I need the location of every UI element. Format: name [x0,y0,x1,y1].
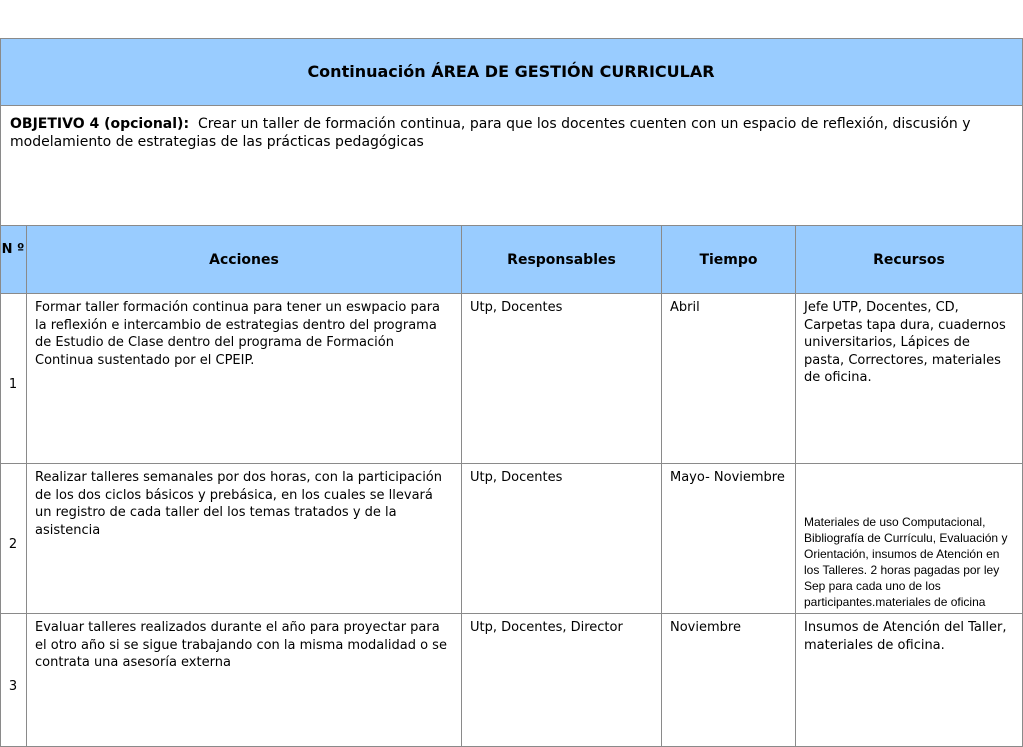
header-responsables [462,226,662,294]
header-no [0,226,27,294]
responsables-text: Utp, Docentes [470,300,563,315]
tiempo-text: Abril [670,300,700,315]
row-3-no [0,614,27,747]
row-number: 3 [8,678,18,694]
document-page [0,38,1023,747]
row-1-accion [27,294,462,464]
tiempo-text: Noviembre [670,620,741,635]
row-1-tiempo [662,294,796,464]
table-title [0,38,1023,106]
recursos-text: Insumos de Atención del Taller, materiales de oficina. [804,620,1007,653]
row-2-responsables [462,464,662,614]
row-2-recursos [796,464,1023,614]
header-no-label: N º [1,242,25,257]
tiempo-text: Mayo- Noviembre [670,470,785,485]
header-tiempo [662,226,796,294]
row-number: 1 [8,377,18,392]
header-responsables-label: Responsables [507,251,616,268]
header-tiempo-label: Tiempo [699,251,758,268]
row-2-no [0,464,27,614]
row-3-recursos [796,614,1023,747]
accion-text: Evaluar talleres realizados durante el año para proyectar para el otro año si se sigue trabajando con la misma modalidad o se contrata una asesoría externa [35,620,447,670]
objective-text: Crear un taller de formación continua, para que los docentes cuenten con un espacio de reflexión, discusión y modelamiento de estrategias de las prácticas pedagógicas [10,116,971,150]
recursos-text: Jefe UTP, Docentes, CD, Carpetas tapa dura, cuadernos universitarios, Lápices de pasta, Correctores, materiales de oficina. [804,300,1006,385]
row-1-responsables [462,294,662,464]
row-number: 2 [8,537,18,552]
header-recursos [796,226,1023,294]
objective-cell [0,106,1023,226]
row-1-no [0,294,27,464]
responsables-text: Utp, Docentes, Director [470,620,623,635]
responsables-text: Utp, Docentes [470,470,563,485]
row-3-responsables [462,614,662,747]
row-3-accion [27,614,462,747]
recursos-text: Materiales de uso Computacional, Bibliografía de Currículu, Evaluación y Orientación, insumos de Atención en los Talleres. 2 horas pagadas por ley Sep para cada uno de los participantes.materiales de oficina [804,515,1008,609]
row-2-tiempo [662,464,796,614]
row-3-tiempo [662,614,796,747]
header-recursos-label: Recursos [873,251,945,268]
header-acciones-label: Acciones [209,251,279,268]
row-2-accion [27,464,462,614]
accion-text: Realizar talleres semanales por dos horas, con la participación de los dos ciclos básicos y prebásica, en los cuales se llevará un registro de cada taller del los temas tratados y de la asistencia [35,470,442,538]
row-1-recursos [796,294,1023,464]
accion-text: Formar taller formación continua para tener un eswpacio para la reflexión e intercambio de estrategias dentro del programa de Estudio de Clase dentro del programa de Formación Continua sustentado por el CPEIP. [35,300,441,368]
title-text: Continuación ÁREA DE GESTIÓN CURRICULAR [307,62,715,81]
header-acciones [27,226,462,294]
objective-label: OBJETIVO 4 (opcional): [10,116,190,132]
